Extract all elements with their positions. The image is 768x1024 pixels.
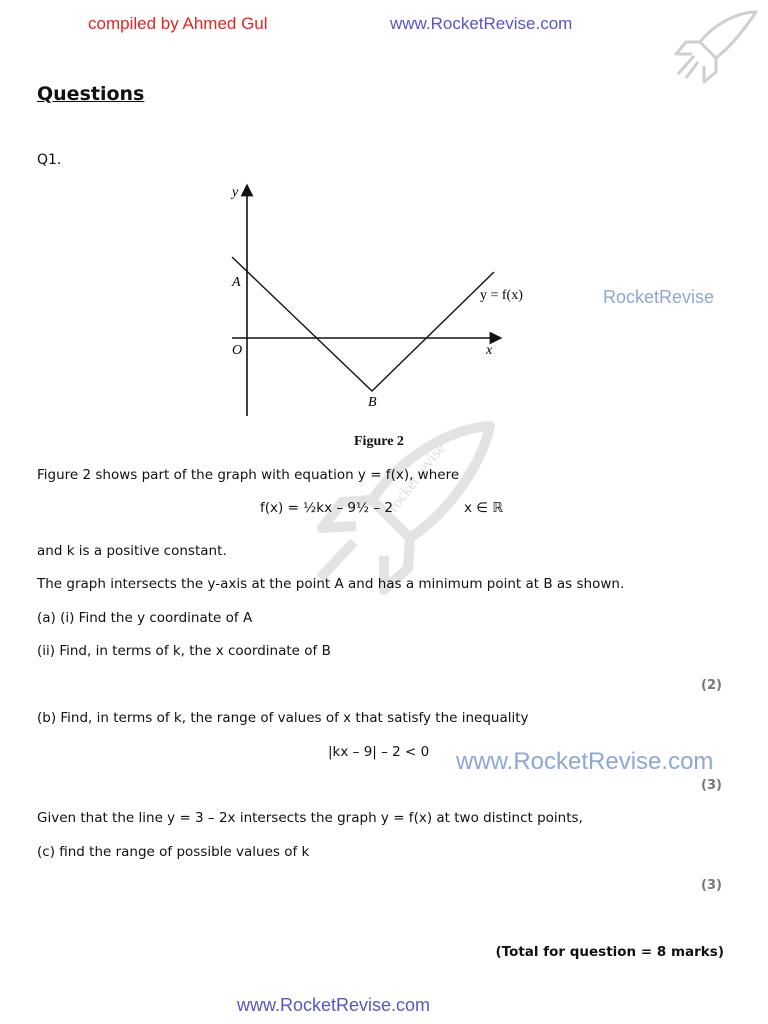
marks-part-b: (3) (701, 778, 722, 793)
part-a-i: (a) (i) Find the y coordinate of A (37, 610, 253, 626)
curve-label: y = f(x) (480, 288, 523, 303)
header-site-link[interactable]: www.RocketRevise.com (390, 14, 573, 33)
footer-site-link[interactable]: www.RocketRevise.com (237, 995, 431, 1015)
point-b-label: B (368, 395, 377, 410)
page-heading: Questions (37, 83, 145, 105)
watermark-middle: www.RocketRevise.com (456, 748, 714, 775)
function-definition: f(x) = ½kx – 9½ – 2 (260, 500, 393, 516)
function-domain: x ∈ ℝ (464, 500, 504, 516)
marks-part-c: (3) (701, 878, 722, 893)
question-number: Q1. (37, 152, 62, 168)
watermark-side: RocketRevise (603, 287, 715, 307)
intro-text: Figure 2 shows part of the graph with equation y = f(x), where (37, 467, 460, 483)
inequality: |kx – 9| – 2 < 0 (328, 744, 430, 760)
total-marks: (Total for question = 8 marks) (495, 944, 724, 960)
x-axis-label: x (486, 343, 493, 358)
point-a-label: A (232, 275, 241, 290)
y-axis-label: y (232, 185, 239, 200)
part-c: (c) find the range of possible values of k (37, 844, 310, 860)
line-note: Given that the line y = 3 – 2x intersects the graph y = f(x) at two distinct points, (37, 810, 583, 826)
figure-caption: Figure 2 (354, 434, 404, 449)
constant-note: and k is a positive constant. (37, 543, 227, 559)
intersect-note: The graph intersects the y-axis at the point A and has a minimum point at B as shown. (37, 576, 625, 592)
function-curve (232, 257, 494, 391)
watermark-logo-text: rocket revise (384, 440, 449, 516)
marks-part-a: (2) (701, 678, 722, 693)
figure-graph (220, 180, 540, 420)
part-b: (b) Find, in terms of k, the range of values of x that satisfy the inequality (37, 710, 529, 726)
header-author: compiled by Ahmed Gul (88, 14, 268, 33)
rocket-logo-icon (668, 8, 760, 84)
part-a-ii: (ii) Find, in terms of k, the x coordinate of B (37, 643, 331, 659)
origin-label: O (232, 343, 243, 358)
